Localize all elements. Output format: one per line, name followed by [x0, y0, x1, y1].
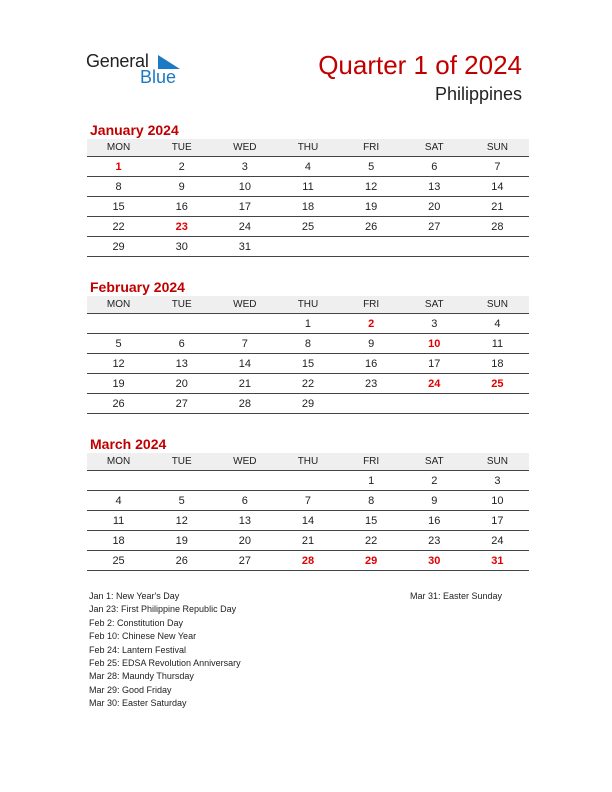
weekday-header: SAT: [403, 296, 466, 314]
day-cell: 16: [340, 354, 403, 374]
day-cell: 20: [150, 374, 213, 394]
holiday-note: Feb 25: EDSA Revolution Anniversary: [89, 658, 241, 669]
day-cell: 4: [276, 157, 339, 177]
month-table: [87, 296, 529, 414]
day-cell: 16: [150, 197, 213, 217]
day-cell: 26: [150, 551, 213, 571]
weekday-header: THU: [276, 453, 339, 471]
day-cell: [87, 314, 150, 334]
day-cell: [150, 471, 213, 491]
holiday-note: Mar 31: Easter Sunday: [410, 591, 503, 601]
day-cell: 15: [340, 511, 403, 531]
month-calendar: [87, 436, 529, 571]
day-cell: 21: [276, 531, 339, 551]
day-cell: [213, 314, 276, 334]
week-row: [87, 531, 529, 551]
holiday-day-cell: 1: [87, 157, 150, 177]
day-cell: 25: [276, 217, 339, 237]
month-calendar: [87, 122, 529, 257]
day-cell: 22: [340, 531, 403, 551]
day-cell: 17: [466, 511, 529, 531]
day-cell: 8: [276, 334, 339, 354]
holiday-day-cell: 24: [403, 374, 466, 394]
day-cell: 22: [87, 217, 150, 237]
day-cell: 2: [403, 471, 466, 491]
day-cell: 21: [466, 197, 529, 217]
holiday-note: Feb 24: Lantern Festival: [89, 644, 187, 655]
day-cell: 7: [213, 334, 276, 354]
holiday-note: Mar 30: Easter Saturday: [89, 698, 187, 709]
day-cell: 1: [340, 471, 403, 491]
week-row: [87, 314, 529, 334]
day-cell: [213, 471, 276, 491]
weekday-header: WED: [213, 296, 276, 314]
holiday-day-cell: 30: [403, 551, 466, 571]
day-cell: 5: [340, 157, 403, 177]
day-cell: 6: [150, 334, 213, 354]
day-cell: 28: [213, 394, 276, 414]
day-cell: 9: [403, 491, 466, 511]
week-row: [87, 374, 529, 394]
day-cell: [340, 394, 403, 414]
generalblue-logo: [86, 51, 186, 91]
weekday-header: SAT: [403, 453, 466, 471]
month-calendar: [87, 279, 529, 414]
day-cell: 31: [213, 237, 276, 257]
day-cell: 26: [340, 217, 403, 237]
day-cell: 14: [466, 177, 529, 197]
day-cell: 12: [87, 354, 150, 374]
week-row: [87, 237, 529, 257]
day-cell: 24: [466, 531, 529, 551]
holiday-day-cell: 31: [466, 551, 529, 571]
month-table: [87, 453, 529, 571]
day-cell: 3: [403, 314, 466, 334]
holiday-day-cell: 2: [340, 314, 403, 334]
day-cell: [87, 471, 150, 491]
weekday-header: WED: [213, 139, 276, 157]
month-name: March 2024: [90, 436, 167, 452]
day-cell: 11: [87, 511, 150, 531]
week-row: [87, 217, 529, 237]
holiday-list-left: [89, 590, 241, 711]
day-cell: 9: [340, 334, 403, 354]
day-cell: 29: [87, 237, 150, 257]
weekday-header: SUN: [466, 296, 529, 314]
country-name: Philippines: [434, 84, 522, 104]
day-cell: 26: [87, 394, 150, 414]
day-cell: 19: [150, 531, 213, 551]
day-cell: 8: [340, 491, 403, 511]
day-cell: 22: [276, 374, 339, 394]
month-name: January 2024: [90, 122, 179, 138]
day-cell: 3: [213, 157, 276, 177]
day-cell: 12: [150, 511, 213, 531]
day-cell: 2: [150, 157, 213, 177]
day-cell: 18: [87, 531, 150, 551]
day-cell: [276, 237, 339, 257]
day-cell: 6: [213, 491, 276, 511]
day-cell: [466, 237, 529, 257]
week-row: [87, 394, 529, 414]
logo-text-blue: Blue: [140, 67, 177, 87]
week-row: [87, 471, 529, 491]
weekday-header: TUE: [150, 453, 213, 471]
holiday-note: Mar 28: Maundy Thursday: [89, 671, 194, 682]
day-cell: 13: [150, 354, 213, 374]
holiday-list-right: [410, 590, 502, 603]
day-cell: 1: [276, 314, 339, 334]
week-row: [87, 197, 529, 217]
weekday-header: SUN: [466, 453, 529, 471]
day-cell: 17: [403, 354, 466, 374]
day-cell: 14: [213, 354, 276, 374]
day-cell: 7: [466, 157, 529, 177]
day-cell: 12: [340, 177, 403, 197]
holiday-note: Feb 10: Chinese New Year: [89, 631, 197, 642]
day-cell: [466, 394, 529, 414]
day-cell: 11: [276, 177, 339, 197]
logo-text-general: General: [86, 51, 149, 71]
page-title: Quarter 1 of 2024: [318, 50, 522, 80]
day-cell: 19: [87, 374, 150, 394]
weekday-header: TUE: [150, 139, 213, 157]
day-cell: 18: [276, 197, 339, 217]
holiday-day-cell: 10: [403, 334, 466, 354]
month-table: [87, 139, 529, 257]
weekday-header: FRI: [340, 296, 403, 314]
day-cell: 27: [403, 217, 466, 237]
day-cell: [403, 237, 466, 257]
weekday-header-row: [87, 139, 529, 157]
day-cell: 8: [87, 177, 150, 197]
weekday-header: MON: [87, 296, 150, 314]
holiday-day-cell: 23: [150, 217, 213, 237]
holiday-day-cell: 25: [466, 374, 529, 394]
day-cell: 5: [87, 334, 150, 354]
weekday-header: THU: [276, 139, 339, 157]
weekday-header: MON: [87, 453, 150, 471]
day-cell: 13: [403, 177, 466, 197]
day-cell: 7: [276, 491, 339, 511]
day-cell: 20: [213, 531, 276, 551]
holiday-note: Jan 23: First Philippine Republic Day: [89, 604, 237, 615]
week-row: [87, 177, 529, 197]
weekday-header: TUE: [150, 296, 213, 314]
day-cell: 10: [213, 177, 276, 197]
weekday-header-row: [87, 296, 529, 314]
day-cell: [340, 237, 403, 257]
weekday-header: FRI: [340, 139, 403, 157]
day-cell: 14: [276, 511, 339, 531]
day-cell: 18: [466, 354, 529, 374]
day-cell: 21: [213, 374, 276, 394]
week-row: [87, 157, 529, 177]
day-cell: 30: [150, 237, 213, 257]
day-cell: 25: [87, 551, 150, 571]
day-cell: 16: [403, 511, 466, 531]
weekday-header: SAT: [403, 139, 466, 157]
week-row: [87, 354, 529, 374]
month-name: February 2024: [90, 279, 185, 295]
day-cell: 29: [276, 394, 339, 414]
day-cell: 28: [466, 217, 529, 237]
weekday-header: SUN: [466, 139, 529, 157]
day-cell: 9: [150, 177, 213, 197]
week-row: [87, 491, 529, 511]
day-cell: 27: [150, 394, 213, 414]
holiday-note: Jan 1: New Year's Day: [89, 591, 180, 601]
day-cell: 27: [213, 551, 276, 571]
holiday-note: Feb 2: Constitution Day: [89, 617, 184, 628]
week-row: [87, 551, 529, 571]
weekday-header: THU: [276, 296, 339, 314]
day-cell: [276, 471, 339, 491]
weekday-header: MON: [87, 139, 150, 157]
day-cell: 20: [403, 197, 466, 217]
day-cell: 15: [87, 197, 150, 217]
holiday-day-cell: 29: [340, 551, 403, 571]
holiday-note: Mar 29: Good Friday: [89, 684, 172, 695]
day-cell: 23: [340, 374, 403, 394]
weekday-header-row: [87, 453, 529, 471]
day-cell: 23: [403, 531, 466, 551]
day-cell: 19: [340, 197, 403, 217]
week-row: [87, 511, 529, 531]
weekday-header: WED: [213, 453, 276, 471]
day-cell: [403, 394, 466, 414]
day-cell: [150, 314, 213, 334]
day-cell: 15: [276, 354, 339, 374]
day-cell: 10: [466, 491, 529, 511]
day-cell: 4: [87, 491, 150, 511]
day-cell: 17: [213, 197, 276, 217]
day-cell: 13: [213, 511, 276, 531]
day-cell: 11: [466, 334, 529, 354]
day-cell: 6: [403, 157, 466, 177]
day-cell: 5: [150, 491, 213, 511]
day-cell: 3: [466, 471, 529, 491]
weekday-header: FRI: [340, 453, 403, 471]
day-cell: 24: [213, 217, 276, 237]
holiday-day-cell: 28: [276, 551, 339, 571]
day-cell: 4: [466, 314, 529, 334]
week-row: [87, 334, 529, 354]
